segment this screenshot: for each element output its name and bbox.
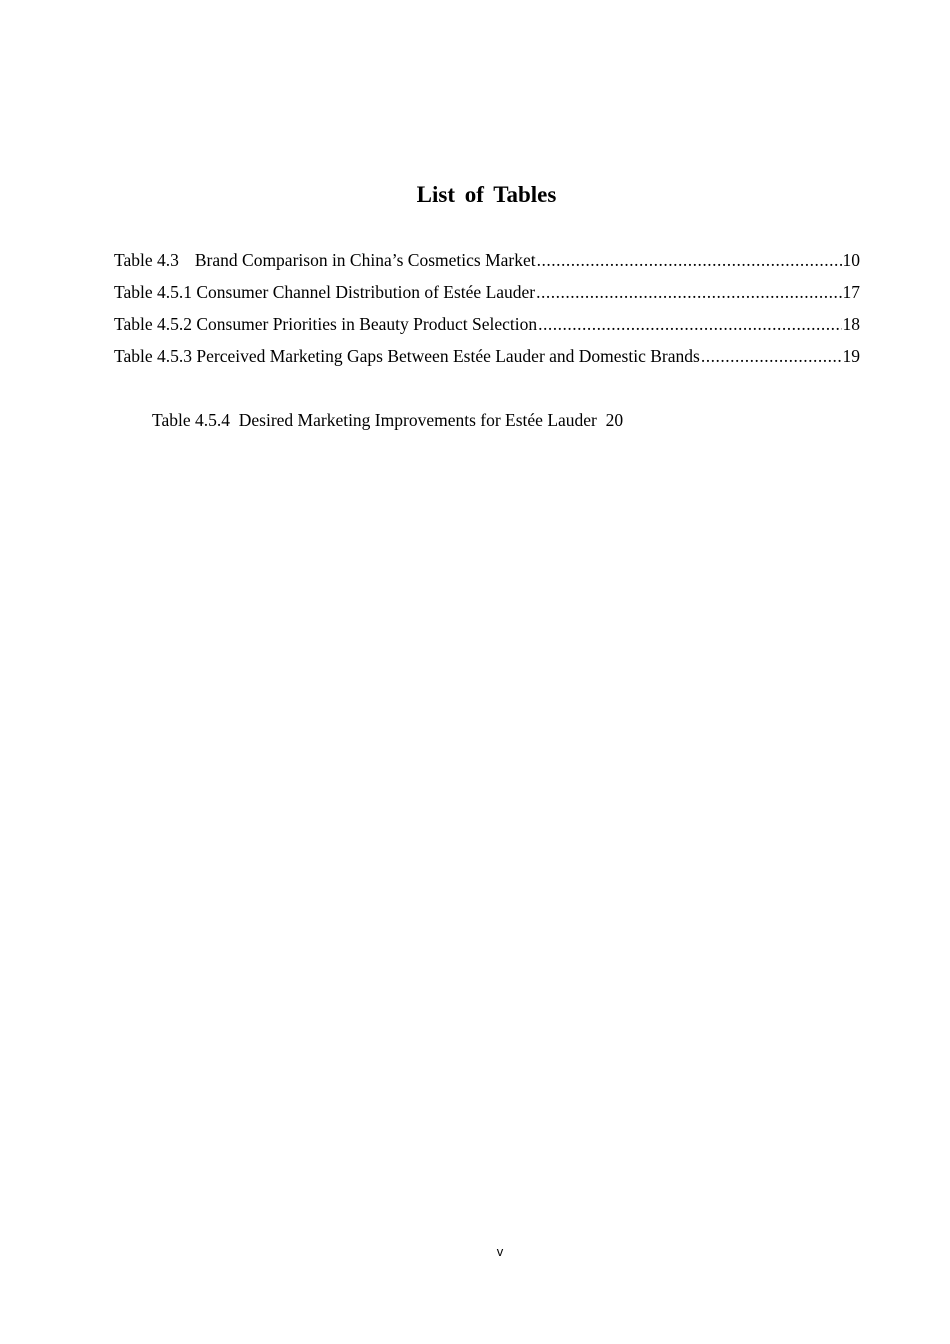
toc-entry-title: Brand Comparison in China’s Cosmetics Market — [194, 250, 536, 270]
toc-extra-entry[interactable]: Table 4.5.4 Desired Marketing Improvements for Estée Lauder 20 — [152, 410, 624, 430]
toc-entry-label — [114, 278, 535, 306]
dot-leader — [536, 278, 841, 306]
toc-entry-page: 10 — [842, 250, 860, 270]
toc-entry-title: Consumer Channel Distribution of Estée Lauder — [196, 282, 536, 302]
toc-entry-label — [114, 342, 700, 370]
dot-leader — [701, 342, 842, 370]
page-title: List of Tables — [416, 182, 557, 207]
toc-entry-page: 17 — [842, 282, 860, 302]
toc-entry[interactable] — [114, 342, 860, 374]
toc-entry-label — [114, 246, 536, 274]
toc-entry-number: Table 4.5.2 — [114, 314, 192, 334]
toc-entry[interactable] — [114, 310, 860, 342]
toc-entry-page: 18 — [842, 314, 860, 334]
table-of-tables-list — [114, 246, 860, 374]
toc-entry[interactable] — [114, 278, 860, 310]
toc-entry-number: Table 4.5.3 — [114, 346, 192, 366]
toc-entry-page: 19 — [842, 346, 860, 366]
toc-entry-title: Consumer Priorities in Beauty Product Selection — [196, 314, 538, 334]
toc-entry-title: Perceived Marketing Gaps Between Estée Lauder and Domestic Brands — [196, 346, 700, 366]
dot-leader — [538, 310, 841, 338]
toc-entry-number: Table 4.3 — [114, 250, 179, 270]
toc-entry-number: Table 4.5.1 — [114, 282, 192, 302]
page-number: v — [496, 1244, 504, 1259]
toc-entry[interactable] — [114, 246, 860, 278]
dot-leader — [537, 246, 842, 274]
toc-entry-label — [114, 310, 537, 338]
